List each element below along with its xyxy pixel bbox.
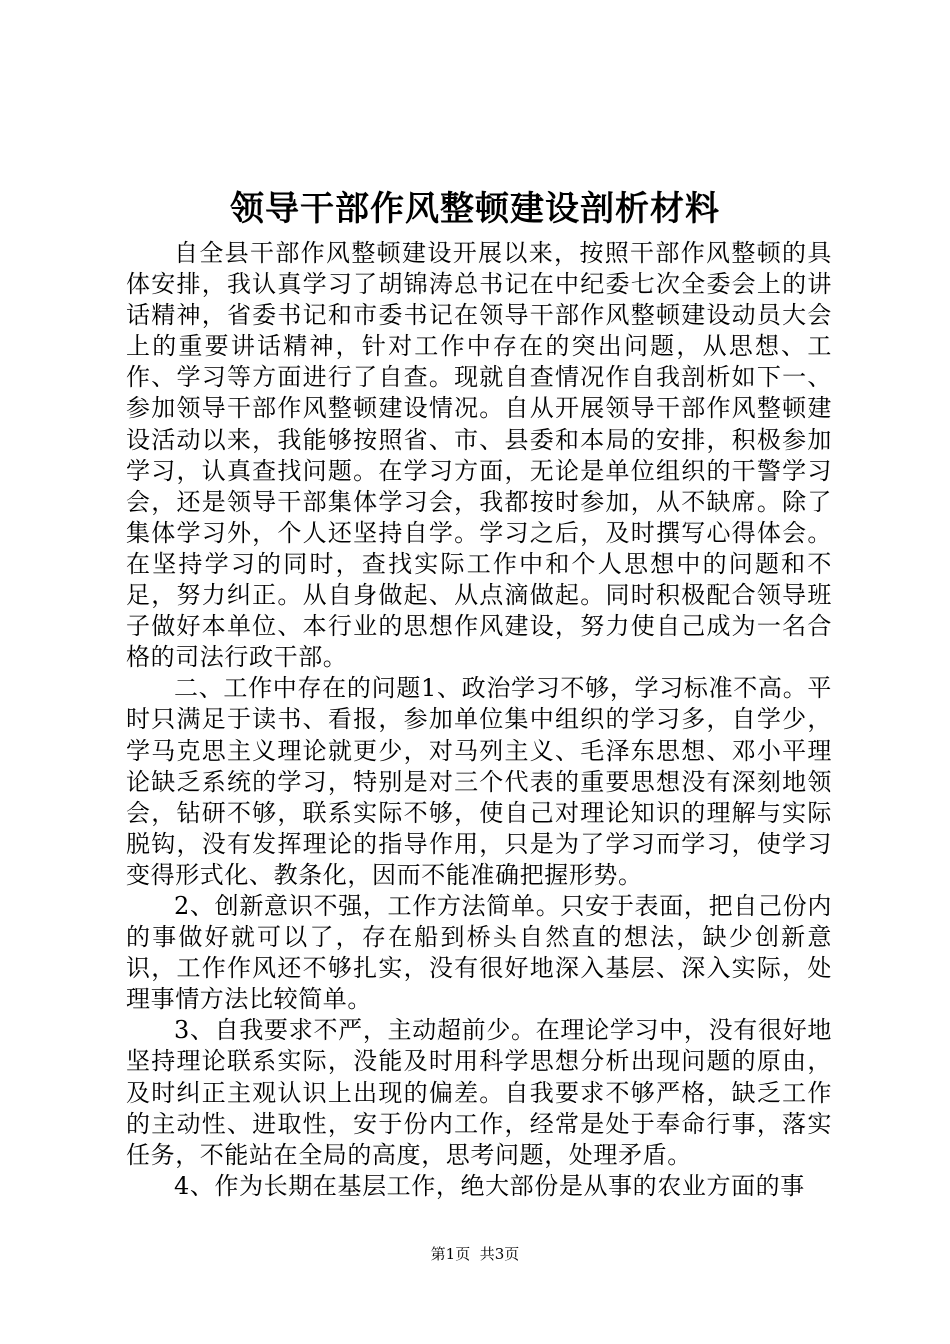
paragraph-3: 2、创新意识不强，工作方法简单。只安于表面，把自己份内的事做好就可以了，存在船到桥头自然直的想法，缺少创新意识，工作作风还不够扎实，没有很好地深入基层、深入实际，处理事情方法比较简单。 bbox=[126, 891, 832, 1014]
paragraph-4: 3、自我要求不严，主动超前少。在理论学习中，没有很好地坚持理论联系实际，没能及时用科学思想分析出现问题的原由，及时纠正主观认识上出现的偏差。自我要求不够严格，缺乏工作的主动性、进取性，安于份内工作，经常是处于奉命行事，落实任务，不能站在全局的高度，思考问题，处理矛盾。 bbox=[126, 1016, 832, 1169]
document-title: 领导干部作风整顿建设剖析材料 bbox=[230, 189, 720, 229]
paragraph-1: 自全县干部作风整顿建设开展以来，按照干部作风整顿的具体安排，我认真学习了胡锦涛总书记在中纪委七次全委会上的讲话精神，省委书记和市委书记在领导干部作风整顿建设动员大会上的重要讲话精神，针对工作中存在的突出问题，从思想、工作、学习等方面进行了自查。现就自查情况作自我剖析如下一、参加领导干部作风整顿建设情况。自从开展领导干部作风整顿建设活动以来，我能够按照省、市、县委和本局的安排，积极参加学习，认真查找问题。在学习方面，无论是单位组织的干警学习会，还是领导干部集体学习会，我都按时参加，从不缺席。除了集体学习外，个人还坚持自学。学习之后，及时撰写心得体会。在坚持学习的同时，查找实际工作中和个人思想中的问题和不足，努力纠正。从自身做起、从点滴做起。同时积极配合领导班子做好本单位、本行业的思想作风建设，努力使自己成为一名合格的司法行政干部。 bbox=[126, 239, 832, 672]
paragraph-5: 4、作为长期在基层工作，绝大部份是从事的农业方面的事 bbox=[174, 1171, 805, 1200]
paragraph-2: 二、工作中存在的问题1、政治学习不够，学习标准不高。平时只满足于读书、看报，参加单位集中组织的学习多，自学少，学马克思主义理论就更少，对马列主义、毛泽东思想、邓小平理论缺乏系统的学习，特别是对三个代表的重要思想没有深刻地领会，钻研不够，联系实际不够，使自己对理论知识的理解与实际脱钩，没有发挥理论的指导作用，只是为了学习而学习，使学习变得形式化、教条化，因而不能准确把握形势。 bbox=[126, 674, 832, 889]
page-number: 第1页 bbox=[430, 1245, 471, 1263]
page-total: 共3页 bbox=[479, 1245, 520, 1263]
page-footer bbox=[0, 1244, 950, 1264]
footer-separator bbox=[470, 1245, 480, 1263]
document-body bbox=[126, 238, 832, 1202]
